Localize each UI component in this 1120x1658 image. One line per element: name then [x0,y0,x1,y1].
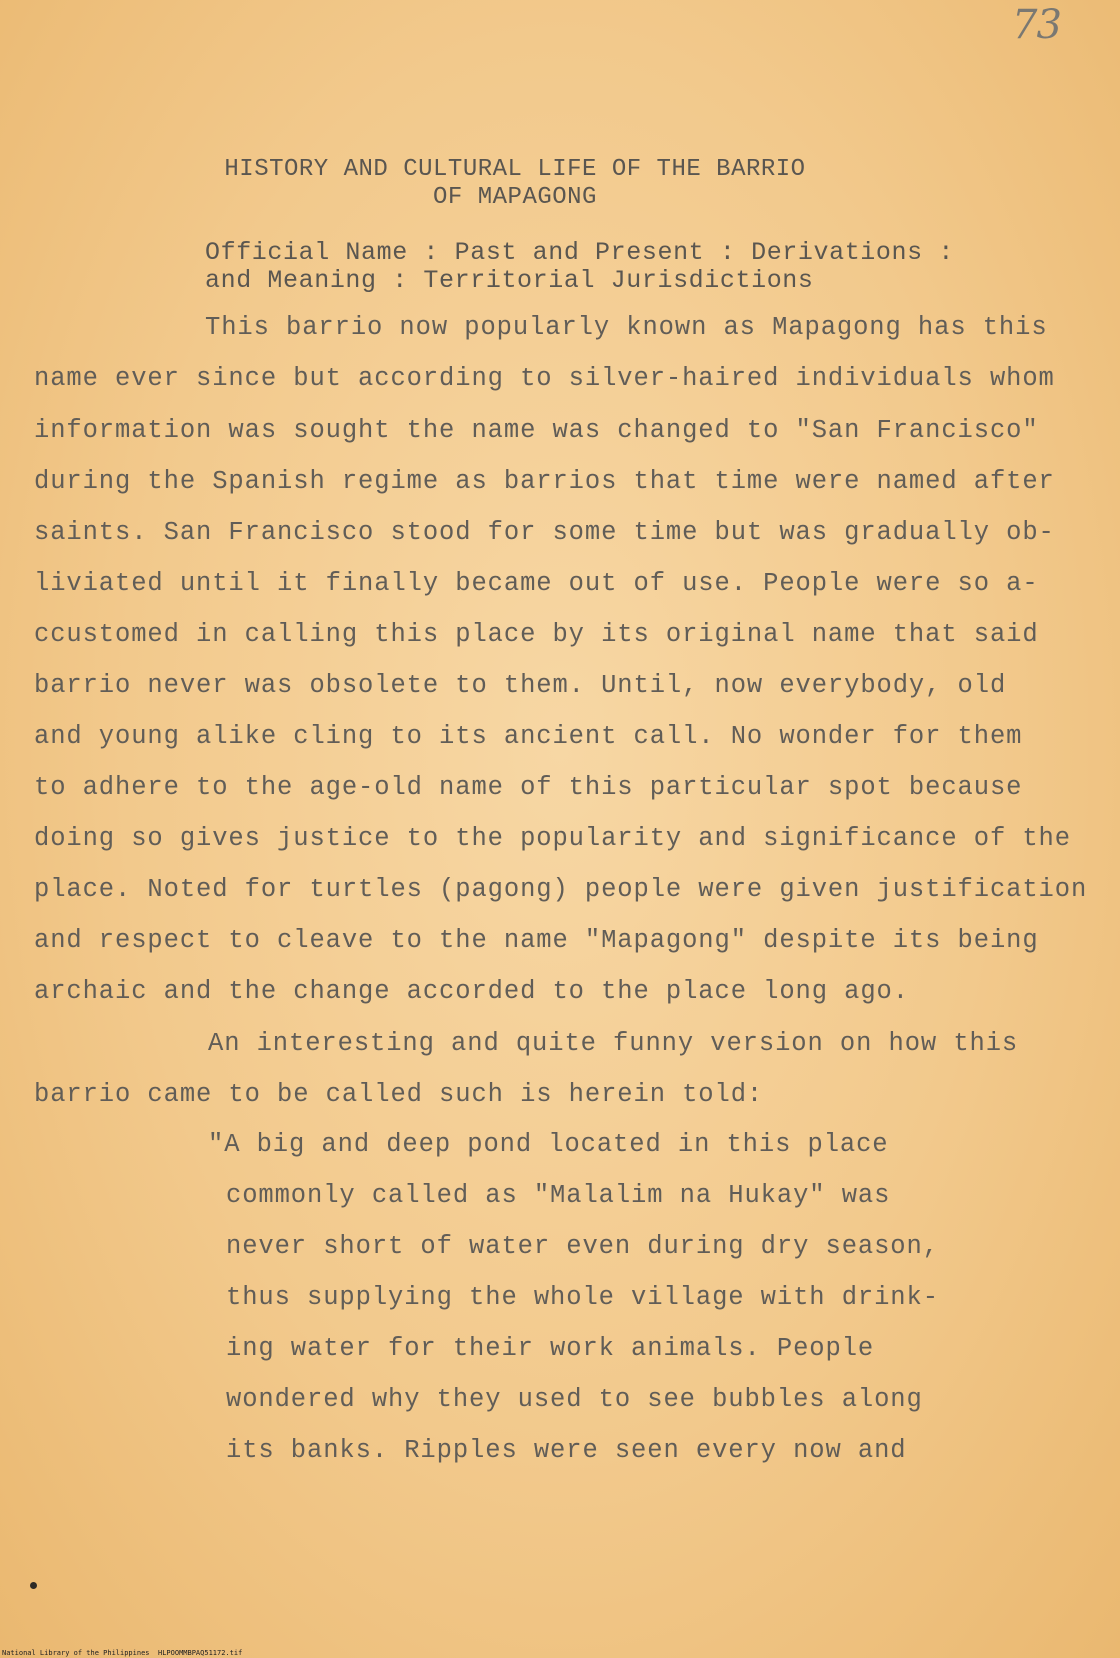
body-line: name ever since but according to silver-haired individuals whom [34,364,1055,393]
page-number: 73 [1012,2,1061,48]
quote-line: wondered why they used to see bubbles along [226,1385,923,1414]
quote-line: commonly called as "Malalim na Hukay" was [226,1181,891,1210]
body-line: ccustomed in calling this place by its original name that said [34,620,1039,649]
body-line: This barrio now popularly known as Mapagong has this [205,313,1048,342]
body-line: place. Noted for turtles (pagong) people were given justification [34,875,1088,904]
body-line: barrio never was obsolete to them. Until, now everybody, old [34,671,1007,700]
body-line: and young alike cling to its ancient call. No wonder for them [34,722,1023,751]
ink-speck [30,1582,37,1589]
body-line: and respect to cleave to the name "Mapagong" despite its being [34,926,1039,955]
body-line: liviated until it finally became out of use. People were so a- [34,569,1039,598]
quote-line: "A big and deep pond located in this place [208,1130,889,1159]
quote-line: thus supplying the whole village with drink- [226,1283,939,1312]
document-title-line-1: HISTORY AND CULTURAL LIFE OF THE BARRIO [224,156,806,183]
quote-line: ing water for their work animals. People [226,1334,875,1363]
body-line: information was sought the name was changed to "San Francisco" [34,416,1039,445]
body-line: archaic and the change accorded to the place long ago. [34,977,909,1006]
quote-line: never short of water even during dry season, [226,1232,939,1261]
body-line: saints. San Francisco stood for some time but was gradually ob- [34,518,1055,547]
body-line: doing so gives justice to the popularity and significance of the [34,824,1071,853]
footer-credit: National Library of the Philippines [2,1649,150,1657]
body-line: to adhere to the age-old name of this particular spot because [34,773,1023,802]
subheading-line-2: and Meaning : Territorial Jurisdictions [205,266,814,295]
body-line: during the Spanish regime as barrios that time were named after [34,467,1055,496]
quote-line: its banks. Ripples were seen every now and [226,1436,907,1465]
body-line: An interesting and quite funny version on how this [208,1029,1019,1058]
subheading-line-1: Official Name : Past and Present : Derivations : [205,238,954,267]
footer-file-id: HLPOOMMBPAQ51172.tif [158,1649,243,1657]
body-line: barrio came to be called such is herein told: [34,1080,764,1109]
document-title-line-2: OF MAPAGONG [433,184,597,211]
